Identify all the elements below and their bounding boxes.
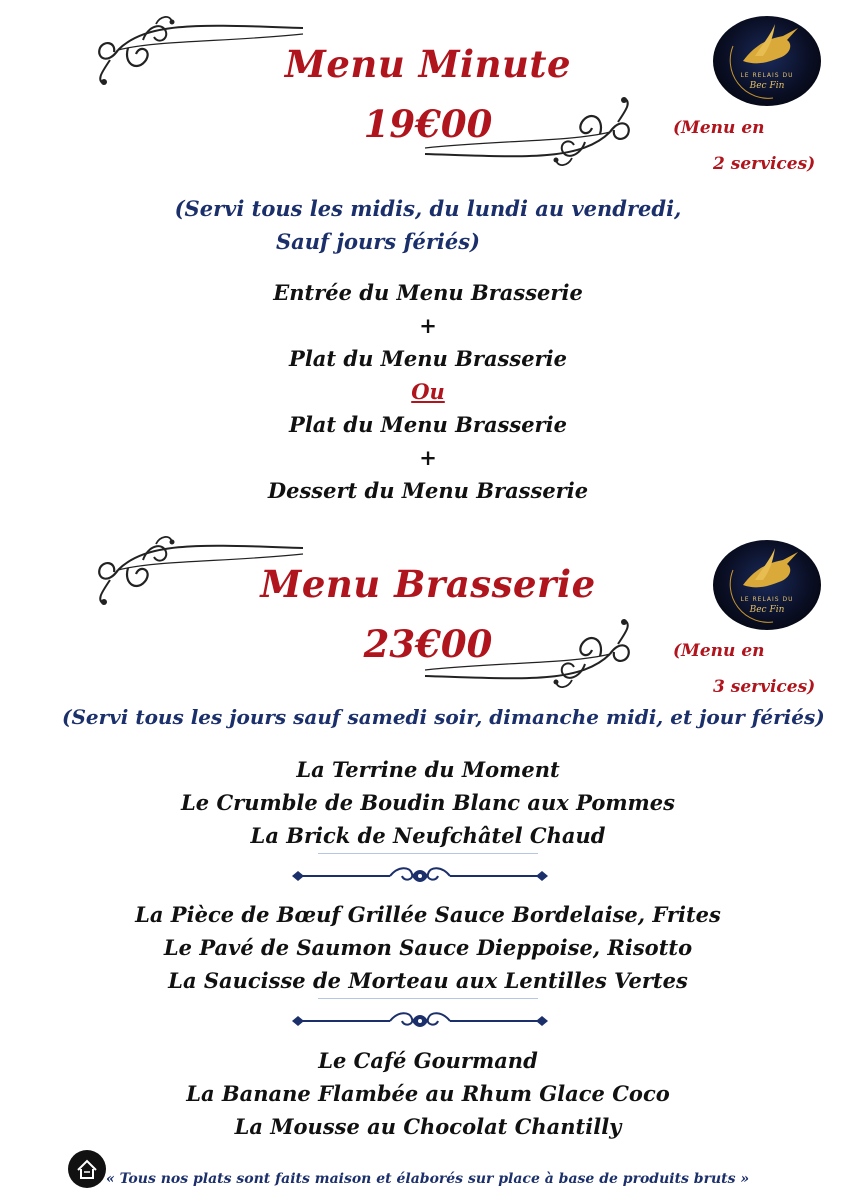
restaurant-logo (713, 16, 821, 106)
flourish-ornament-right (420, 92, 640, 172)
menu-minute-items (0, 276, 856, 507)
separator-line (318, 853, 538, 854)
logo-script: Bec Fin (749, 81, 785, 91)
menu-brasserie-title: Menu Brasserie (260, 562, 596, 606)
restaurant-logo (713, 540, 821, 630)
menu-brasserie-mains (0, 898, 856, 997)
main-item: La Saucisse de Morteau aux Lentilles Vertes (168, 968, 688, 993)
homemade-house-icon (68, 1150, 106, 1188)
menu-brasserie-served-text: (Servi tous les jours sauf samedi soir, dimanche midi, et jour fériés) (62, 705, 825, 729)
main-item: La Pièce de Bœuf Grillée Sauce Bordelaise, Frites (135, 902, 721, 927)
dessert-item: La Banane Flambée au Rhum Glace Coco (186, 1081, 670, 1106)
menu-minute-served-line1: (Servi tous les midis, du lundi au vendredi, (174, 196, 682, 221)
hummingbird-icon (713, 16, 821, 106)
menu-brasserie-desserts (0, 1044, 856, 1143)
menu-minute-note-line2: 2 services) (713, 154, 816, 174)
menu-brasserie-note-line1: (Menu en (673, 641, 765, 661)
hummingbird-icon (713, 540, 821, 630)
separator-line (318, 998, 538, 999)
menu-brasserie-starters (0, 753, 856, 852)
dessert-item: La Mousse au Chocolat Chantilly (234, 1114, 622, 1139)
menu-minute-item: Plat du Menu Brasserie (289, 412, 567, 437)
menu-brasserie-price: 23€00 (363, 622, 493, 666)
menu-minute-item: Dessert du Menu Brasserie (267, 478, 589, 503)
menu-minute-title: Menu Minute (284, 42, 572, 86)
logo-script: Bec Fin (749, 605, 785, 615)
menu-minute-price: 19€00 (363, 102, 493, 146)
menu-minute-note-line1: (Menu en (673, 118, 765, 138)
menu-minute-item: Entrée du Menu Brasserie (273, 280, 583, 305)
starter-item: Le Crumble de Boudin Blanc aux Pommes (181, 790, 675, 815)
logo-text: LE RELAIS DU (740, 72, 794, 79)
menu-brasserie-served (62, 705, 825, 729)
menu-minute-item: Plat du Menu Brasserie (289, 346, 567, 371)
dessert-item: Le Café Gourmand (318, 1048, 538, 1073)
main-item: Le Pavé de Saumon Sauce Dieppoise, Risotto (163, 935, 693, 960)
menu-minute-plus: + (419, 445, 437, 470)
flourish-ornament-right (420, 614, 640, 694)
menu-brasserie-note-line2: 3 services) (713, 677, 816, 697)
starter-item: La Terrine du Moment (296, 757, 560, 782)
divider-ornament (290, 864, 550, 888)
footer-homemade-note: « Tous nos plats sont faits maison et élaborés sur place à base de produits bruts » (106, 1171, 750, 1187)
menu-minute-served-line2: Sauf jours fériés) (275, 229, 480, 254)
logo-text: LE RELAIS DU (740, 596, 794, 603)
menu-minute-plus: + (419, 313, 437, 338)
divider-ornament (290, 1009, 550, 1033)
starter-item: La Brick de Neufchâtel Chaud (250, 823, 606, 848)
menu-minute-or: Ou (411, 379, 445, 404)
